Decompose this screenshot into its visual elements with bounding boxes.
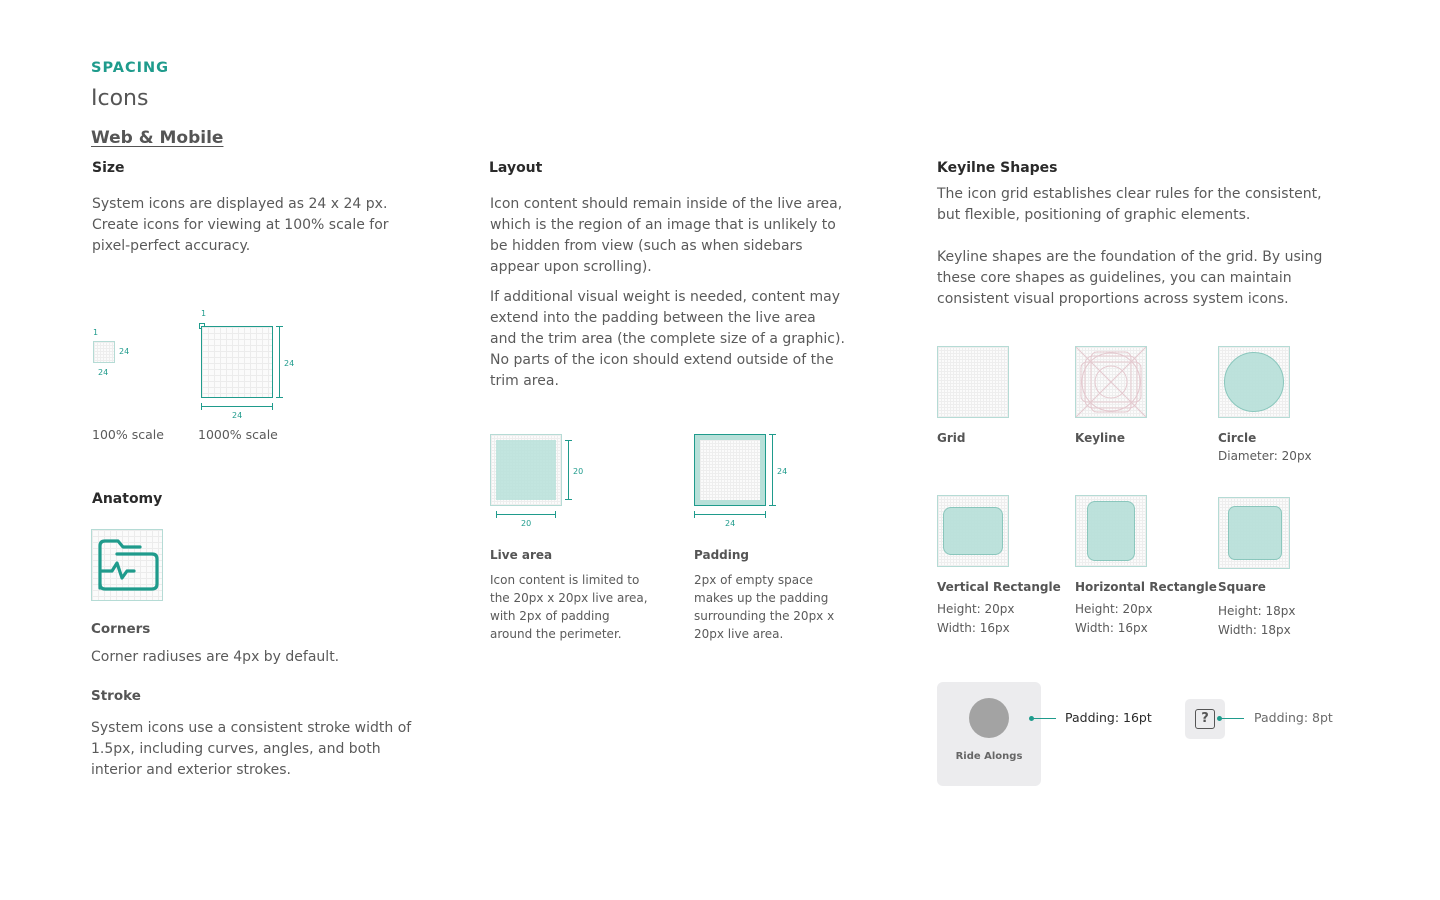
dimension-line <box>568 440 569 500</box>
live-width-label: 20 <box>521 519 532 528</box>
square-frame <box>1218 497 1290 569</box>
square-width: Width: 18px <box>1218 623 1291 637</box>
circle-shape-frame <box>1218 346 1290 418</box>
live-area-description: Icon content is limited to the 20px x 20px live area, with 2px of padding around the perimeter. <box>490 573 648 641</box>
ride-along-label: Ride Alongs <box>955 751 1023 762</box>
shape-title-square: Square <box>1218 580 1266 594</box>
small-pixel-label: 1 <box>93 328 99 337</box>
keyline-paragraph-2: Keyline shapes are the foundation of the grid. By using these core shapes as guidelines, you can maintain consistent visual proportions across system icons. <box>937 249 1323 307</box>
shape-title-grid: Grid <box>937 431 966 445</box>
keyline-guides-icon <box>1076 347 1146 417</box>
icon-1000-scale <box>201 326 273 398</box>
horizontal-rectangle-width: Width: 16px <box>1075 621 1148 635</box>
help-padding-label: Padding: 8pt <box>1254 710 1333 725</box>
dimension-line <box>496 514 556 515</box>
dimension-tick <box>276 326 283 327</box>
dimension-tick <box>276 397 283 398</box>
keyline-shape <box>1075 346 1147 418</box>
padding-title: Padding <box>694 548 749 562</box>
live-height-label: 20 <box>573 467 584 476</box>
icon-100-scale <box>93 341 115 363</box>
dimension-line <box>201 406 273 407</box>
dimension-tick <box>272 403 273 410</box>
size-heading: Size <box>92 160 125 176</box>
dimension-tick <box>765 511 766 518</box>
vertical-rectangle-width: Width: 16px <box>937 621 1010 635</box>
square-shape <box>1228 506 1282 560</box>
dimension-tick <box>496 511 497 518</box>
keyline-heading: Keyilne Shapes <box>937 160 1058 176</box>
dimension-line <box>694 514 766 515</box>
vertical-rectangle-shape <box>943 507 1003 555</box>
small-width-label: 24 <box>98 368 109 377</box>
vertical-rectangle-frame <box>937 495 1009 567</box>
stroke-heading: Stroke <box>91 688 141 704</box>
size-description: System icons are displayed as 24 x 24 px. Create icons for viewing at 100% scale for pixel-perfect accuracy. <box>92 196 389 254</box>
section-eyebrow: SPACING <box>91 60 170 76</box>
dimension-tick <box>201 403 202 410</box>
circle-diameter: Diameter: 20px <box>1218 449 1312 463</box>
shape-title-horizontal-rectangle: Horizontal Rectangle <box>1075 580 1217 594</box>
anatomy-icon-frame <box>91 529 163 601</box>
layout-paragraph-2: If additional visual weight is needed, content may extend into the padding between the live area and the trim area (the complete size of a graphic). No parts of the icon should extend outside of the trim area. <box>490 289 845 389</box>
large-pixel-label: 1 <box>201 309 207 318</box>
padding-width-label: 24 <box>725 519 736 528</box>
padding-diagram <box>694 434 766 506</box>
ride-along-card[interactable] <box>937 682 1041 786</box>
callout-line <box>1221 718 1244 719</box>
circle-shape <box>1224 352 1284 412</box>
caption-1000-scale: 1000% scale <box>198 427 278 442</box>
layout-paragraph-1: Icon content should remain inside of the live area, which is the region of an image that is unlikely to be hidden from view (such as when sidebars appear upon scrolling). <box>490 196 843 275</box>
horizontal-rectangle-shape <box>1087 501 1135 561</box>
grid-shape <box>937 346 1009 418</box>
live-area-fill <box>496 440 556 500</box>
callout-line <box>1033 718 1056 719</box>
anatomy-heading: Anatomy <box>92 491 163 507</box>
corners-description: Corner radiuses are 4px by default. <box>91 649 340 665</box>
padding-description: 2px of empty space makes up the padding surrounding the 20px x 20px live area. <box>694 573 835 641</box>
horizontal-rectangle-frame <box>1075 495 1147 567</box>
ride-along-avatar <box>969 698 1009 738</box>
dimension-tick <box>565 499 572 500</box>
large-height-label: 24 <box>284 359 295 368</box>
square-height: Height: 18px <box>1218 604 1296 618</box>
question-icon: ? <box>1195 709 1215 729</box>
corners-heading: Corners <box>91 621 151 637</box>
stroke-description: System icons use a consistent stroke width of 1.5px, including curves, angles, and both interior and exterior strokes. <box>91 720 412 778</box>
layout-heading: Layout <box>489 160 543 176</box>
caption-100-scale: 100% scale <box>92 427 164 442</box>
dimension-line <box>772 434 773 506</box>
shape-title-keyline: Keyline <box>1075 431 1125 445</box>
small-height-label: 24 <box>119 347 130 356</box>
shape-title-vertical-rectangle: Vertical Rectangle <box>937 580 1061 594</box>
horizontal-rectangle-height: Height: 20px <box>1075 602 1153 616</box>
dimension-tick <box>694 511 695 518</box>
folder-pulse-icon <box>92 530 164 602</box>
dimension-tick <box>769 505 776 506</box>
vertical-rectangle-height: Height: 20px <box>937 602 1015 616</box>
page-title: Icons <box>91 86 149 111</box>
dimension-tick <box>769 434 776 435</box>
large-width-label: 24 <box>232 411 243 420</box>
ride-along-padding-label: Padding: 16pt <box>1065 710 1152 725</box>
dimension-tick <box>555 511 556 518</box>
dimension-line <box>279 326 280 398</box>
keyline-paragraph-1: The icon grid establishes clear rules for the consistent, but flexible, positioning of graphic elements. <box>937 186 1322 223</box>
live-area-title: Live area <box>490 548 553 562</box>
padding-height-label: 24 <box>777 467 788 476</box>
shape-title-circle: Circle <box>1218 431 1257 445</box>
subheading-web-mobile[interactable]: Web & Mobile <box>91 128 224 148</box>
live-area-diagram <box>490 434 562 506</box>
dimension-tick <box>565 440 572 441</box>
